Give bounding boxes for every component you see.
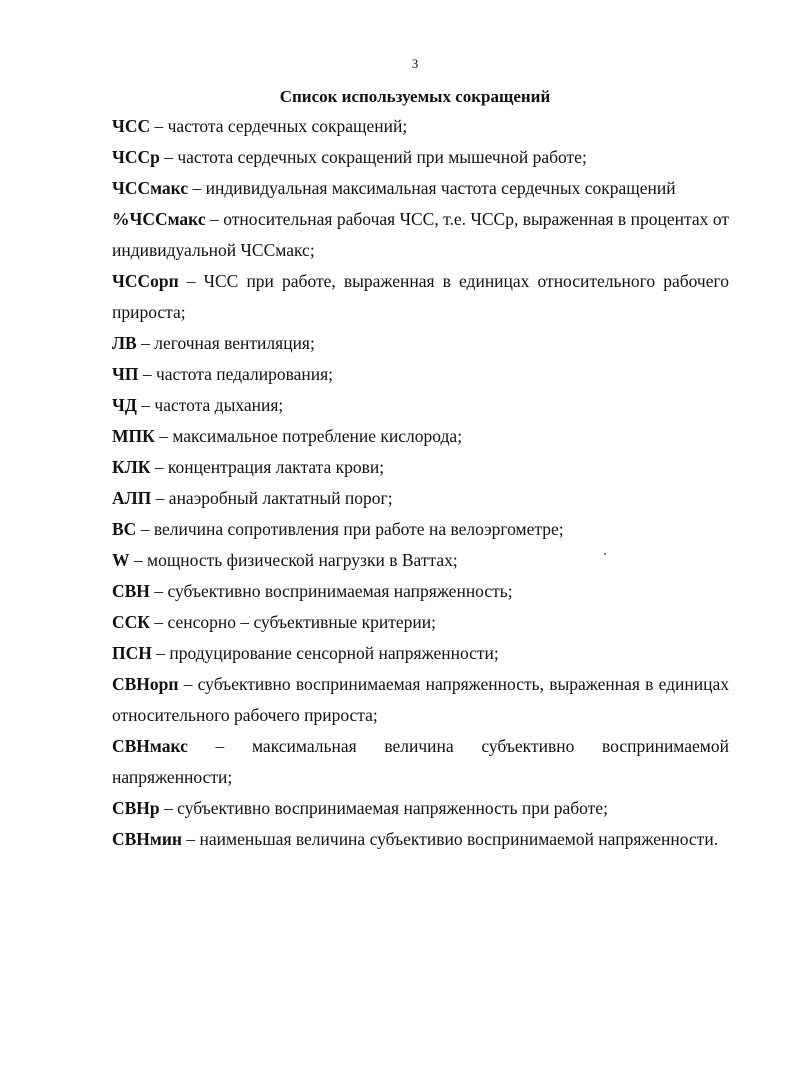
definition: – относительная рабочая ЧСС, т.е. ЧССр, выраженная в процентах от индивидуальной ЧССмакс;	[112, 209, 729, 260]
list-item	[112, 421, 729, 452]
list-item	[112, 142, 729, 173]
abbreviation: КЛК	[112, 457, 151, 477]
abbreviation: ПСН	[112, 643, 152, 663]
definition: – субъективно воспринимаемая напряженность, выраженная в единицах относительного рабочего прироста;	[112, 674, 729, 725]
abbreviation: W	[112, 550, 130, 570]
abbreviation: ЧССр	[112, 147, 160, 167]
definition: – анаэробный лактатный порог;	[151, 488, 393, 508]
list-item	[112, 359, 729, 390]
definition: – частота дыхания;	[136, 395, 284, 415]
list-item	[112, 607, 729, 638]
list-item	[112, 669, 729, 731]
abbreviation: %ЧССмакс	[112, 209, 206, 229]
definition: – легочная вентиляция;	[136, 333, 315, 353]
definition: – максимальное потребление кислорода;	[154, 426, 463, 446]
abbreviation: ЧСС	[112, 116, 151, 136]
abbreviation: СВН	[112, 581, 150, 601]
definition: – субъективно воспринимаемая напряженность;	[149, 581, 513, 601]
abbreviation: СВНорп	[112, 674, 179, 694]
list-item	[112, 173, 729, 204]
definition: – частота педалирования;	[138, 364, 334, 384]
definition: – концентрация лактата крови;	[150, 457, 385, 477]
abbreviation: СВНмин	[112, 829, 183, 849]
list-item	[112, 266, 729, 328]
list-item	[112, 452, 729, 483]
abbreviation: ЛВ	[112, 333, 137, 353]
list-item	[112, 731, 729, 793]
page-title: Список используемых сокращений	[279, 87, 551, 106]
abbreviation: ЧД	[112, 395, 137, 415]
definition: – мощность физической нагрузки в Ваттах;	[129, 550, 458, 570]
list-item	[112, 576, 729, 607]
definition: – индивидуальная максимальная частота сердечных сокращений	[188, 178, 676, 198]
definition: – частота сердечных сокращений;	[150, 116, 408, 136]
definition: – величина сопротивления при работе на велоэргометре;	[136, 519, 564, 539]
list-item	[112, 545, 729, 576]
abbreviation: СВНр	[112, 798, 160, 818]
definition: – наименьшая величина субъективио воспринимаемой напряженности.	[182, 829, 719, 849]
abbreviation: ЧП	[112, 364, 139, 384]
list-item	[112, 824, 729, 855]
list-item	[112, 204, 729, 266]
definition: – максимальная величина субъективно воспринимаемой напряженности;	[112, 736, 729, 787]
list-item	[112, 390, 729, 421]
abbreviation: ЧССорп	[112, 271, 179, 291]
definition: – продуцирование сенсорной напряженности;	[151, 643, 499, 663]
list-item	[112, 111, 729, 142]
list-item	[112, 328, 729, 359]
list-item	[112, 514, 729, 545]
abbreviation: СВНмакс	[112, 736, 188, 756]
abbreviation: ССК	[112, 612, 150, 632]
definition: – субъективно воспринимаемая напряженность при работе;	[159, 798, 608, 818]
list-item	[112, 638, 729, 669]
abbreviation: МПК	[112, 426, 155, 446]
page-number: 3	[411, 56, 419, 71]
abbreviation-list	[112, 111, 729, 855]
list-item	[112, 483, 729, 514]
definition: – частота сердечных сокращений при мышечной работе;	[159, 147, 587, 167]
definition: – ЧСС при работе, выраженная в единицах относительного рабочего прироста;	[112, 271, 729, 322]
abbreviation: ВС	[112, 519, 137, 539]
abbreviation: ЧССмакс	[112, 178, 189, 198]
abbreviation: АЛП	[112, 488, 152, 508]
list-item	[112, 793, 729, 824]
scan-speck	[604, 553, 606, 555]
definition: – сенсорно – субъективные критерии;	[149, 612, 436, 632]
